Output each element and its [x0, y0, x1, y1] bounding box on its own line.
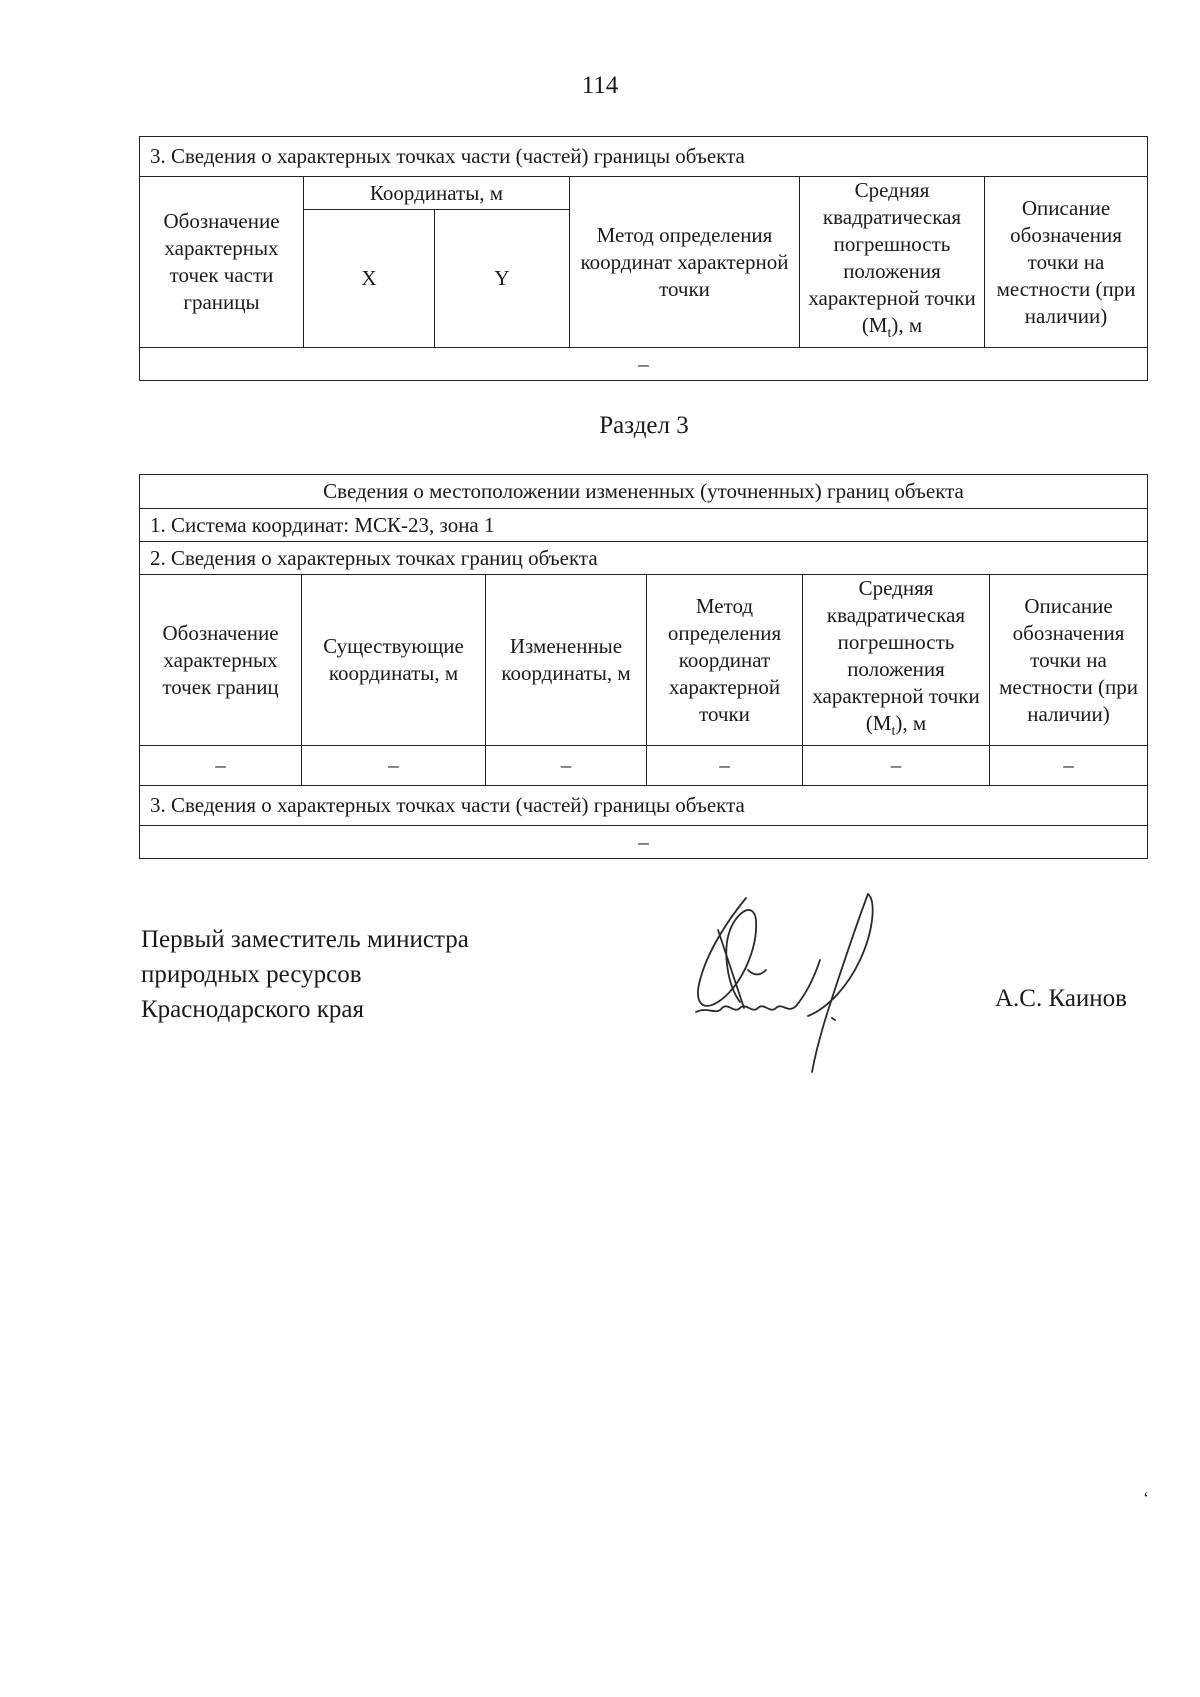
header-y: Y — [435, 210, 570, 348]
header-designation: Обозначение характерных точек границ — [140, 575, 302, 746]
header-coordinates: Координаты, м — [304, 177, 570, 210]
page-number: 114 — [581, 72, 619, 99]
table-changed-boundaries — [139, 474, 1148, 859]
header-description: Описание обозначения точки на местности (при наличии) — [990, 575, 1148, 746]
header-existing-coordinates: Существующие координаты, м — [302, 575, 486, 746]
signer-position-line: Краснодарского края — [141, 996, 364, 1023]
signer-position-line: природных ресурсов — [141, 961, 362, 988]
signer-position — [141, 922, 469, 1027]
table-cell: – — [803, 746, 990, 786]
table-cell: – — [990, 746, 1148, 786]
header-error: Средняя квадратическая погрешность положения характерной точки $(M_t)$, м — [800, 177, 985, 348]
signer-name: А.С. Каинов — [995, 985, 1127, 1012]
scan-mark: ‘ — [1143, 1488, 1149, 1508]
coordinate-system: 1. Система координат: МСК-23, зона 1 — [140, 509, 1148, 542]
empty-row-dash: – — [140, 348, 1148, 381]
section-title: Раздел 3 — [599, 412, 689, 439]
table-cell: – — [302, 746, 486, 786]
parts-empty-row-dash: – — [140, 826, 1148, 859]
points-section-title: 2. Сведения о характерных точках границ объекта — [140, 542, 1148, 575]
table-cell: – — [647, 746, 803, 786]
table-title: Сведения о местоположении измененных (уточненных) границ объекта — [140, 475, 1148, 509]
header-method: Метод определения координат характерной точки — [647, 575, 803, 746]
handwritten-signature — [688, 890, 898, 1080]
header-x: X — [304, 210, 435, 348]
signer-position-line: Первый заместитель министра — [141, 926, 469, 953]
parts-section-title: 3. Сведения о характерных точках части (частей) границы объекта — [140, 786, 1148, 826]
table-cell: – — [486, 746, 647, 786]
table-title: 3. Сведения о характерных точках части (частей) границы объекта — [140, 137, 1148, 177]
header-designation: Обозначение характерных точек части границы — [140, 177, 304, 348]
header-changed-coordinates: Измененные координаты, м — [486, 575, 647, 746]
table-cell: – — [140, 746, 302, 786]
header-error: Средняя квадратическая погрешность положения характерной точки $(M_t)$, м — [803, 575, 990, 746]
header-method: Метод определения координат характерной точки — [570, 177, 800, 348]
table-boundary-part-points — [139, 136, 1148, 381]
header-description: Описание обозначения точки на местности (при наличии) — [985, 177, 1148, 348]
